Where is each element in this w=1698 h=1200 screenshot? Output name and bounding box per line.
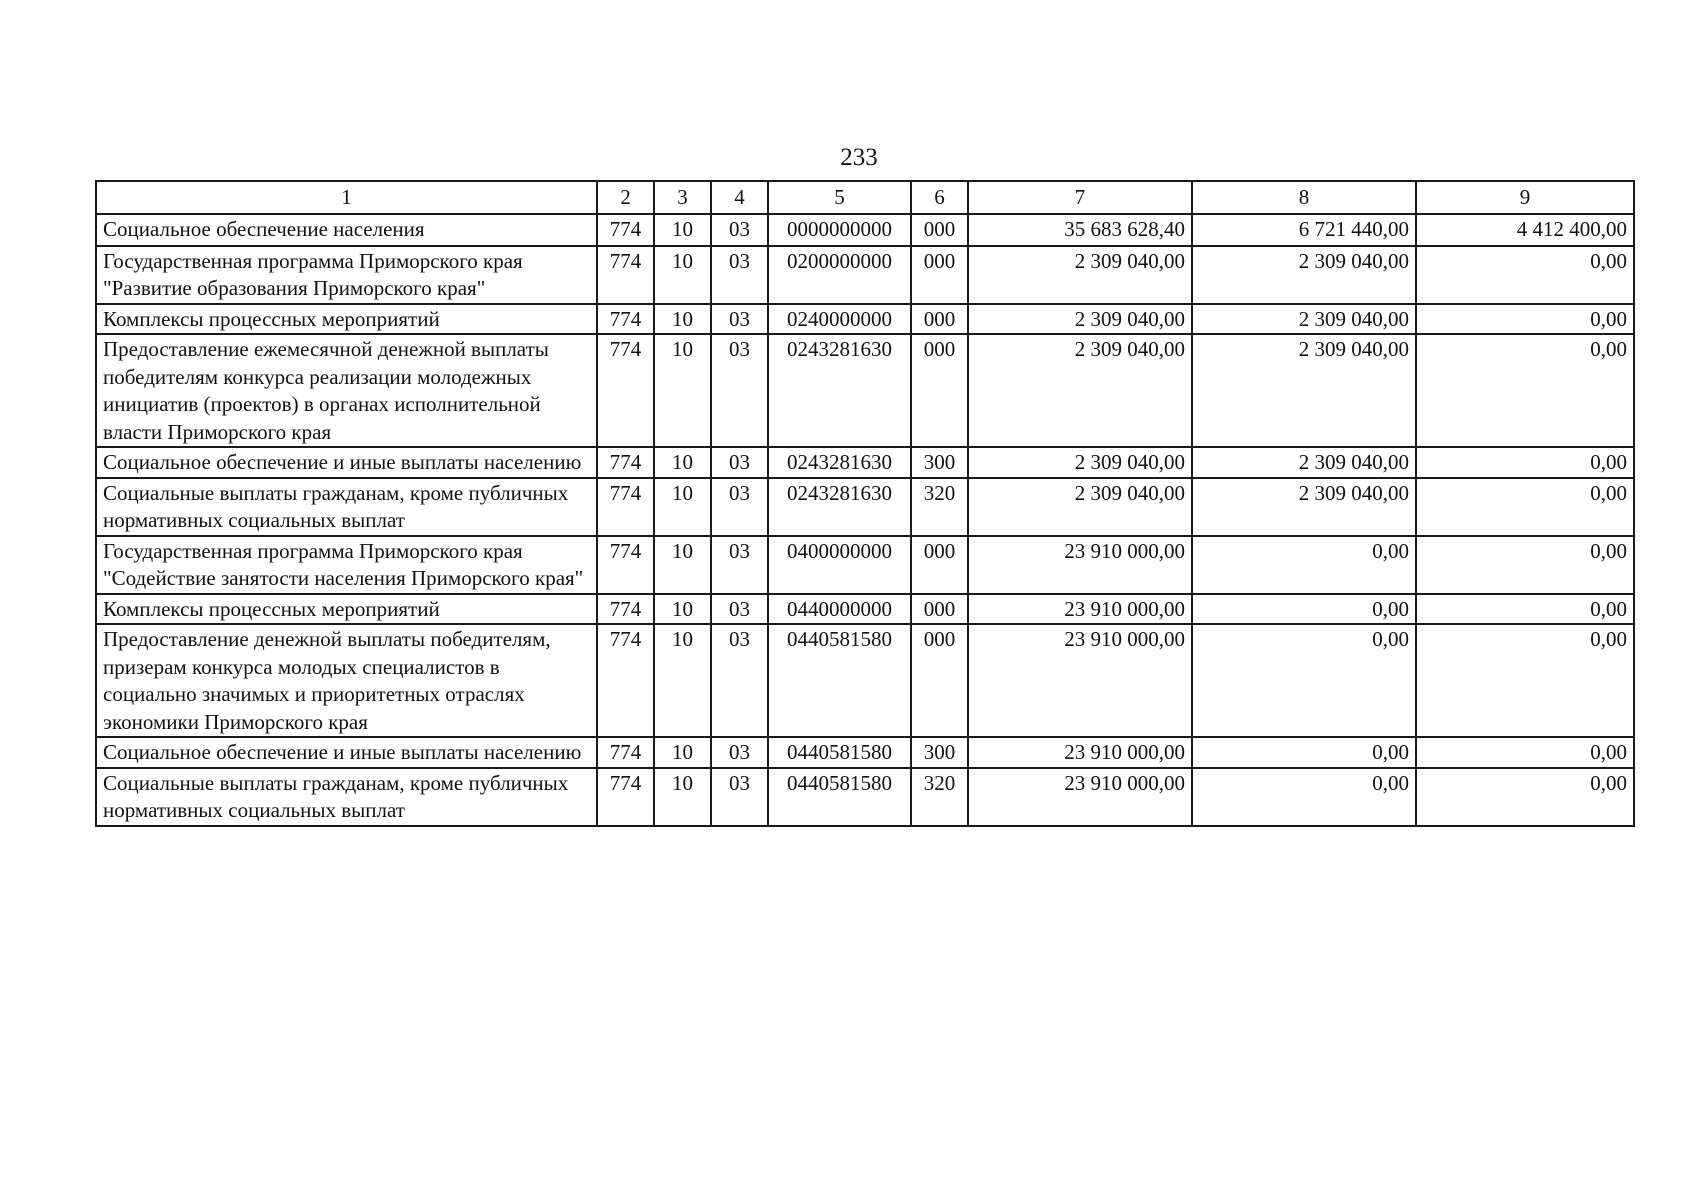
cell-col-5: 0440581580 — [768, 768, 911, 826]
cell-col-6: 000 — [911, 304, 968, 335]
amount-col-8: 0,00 — [1192, 737, 1416, 768]
cell-col-5: 0243281630 — [768, 447, 911, 478]
cell-col-5: 0440581580 — [768, 737, 911, 768]
table-row — [96, 737, 1634, 768]
amount-col-7: 2 309 040,00 — [968, 246, 1192, 304]
cell-col-2: 774 — [597, 737, 654, 768]
column-header: 8 — [1192, 181, 1416, 214]
cell-col-6: 000 — [911, 624, 968, 737]
row-name-cell: Социальное обеспечение и иные выплаты населению — [96, 447, 597, 478]
cell-col-4: 03 — [711, 334, 768, 447]
amount-col-7: 2 309 040,00 — [968, 447, 1192, 478]
column-header: 5 — [768, 181, 911, 214]
amount-col-9: 0,00 — [1416, 737, 1634, 768]
cell-col-3: 10 — [654, 334, 711, 447]
cell-col-2: 774 — [597, 447, 654, 478]
cell-col-6: 320 — [911, 768, 968, 826]
table-row — [96, 594, 1634, 625]
cell-col-2: 774 — [597, 304, 654, 335]
row-name-cell: Социальные выплаты гражданам, кроме публичных нормативных социальных выплат — [96, 768, 597, 826]
cell-col-2: 774 — [597, 624, 654, 737]
table-row — [96, 214, 1634, 246]
amount-col-7: 23 910 000,00 — [968, 624, 1192, 737]
cell-col-4: 03 — [711, 246, 768, 304]
amount-col-9: 0,00 — [1416, 304, 1634, 335]
amount-col-9: 0,00 — [1416, 768, 1634, 826]
table-body — [96, 214, 1634, 826]
budget-table — [95, 180, 1635, 827]
table-row — [96, 536, 1634, 594]
table-row — [96, 304, 1634, 335]
cell-col-3: 10 — [654, 624, 711, 737]
cell-col-2: 774 — [597, 536, 654, 594]
row-name-cell: Комплексы процессных мероприятий — [96, 304, 597, 335]
cell-col-3: 10 — [654, 447, 711, 478]
amount-col-9: 0,00 — [1416, 594, 1634, 625]
amount-col-7: 23 910 000,00 — [968, 768, 1192, 826]
amount-col-9: 0,00 — [1416, 624, 1634, 737]
cell-col-6: 320 — [911, 478, 968, 536]
amount-col-8: 0,00 — [1192, 768, 1416, 826]
cell-col-4: 03 — [711, 624, 768, 737]
row-name-cell: Государственная программа Приморского края "Развитие образования Приморского края" — [96, 246, 597, 304]
amount-col-9: 0,00 — [1416, 334, 1634, 447]
cell-col-4: 03 — [711, 447, 768, 478]
cell-col-2: 774 — [597, 246, 654, 304]
amount-col-7: 23 910 000,00 — [968, 737, 1192, 768]
row-name-cell: Предоставление денежной выплаты победителям, призерам конкурса молодых специалистов в социально значимых и приоритетных отраслях экономики Приморского края — [96, 624, 597, 737]
cell-col-5: 0243281630 — [768, 334, 911, 447]
amount-col-9: 0,00 — [1416, 536, 1634, 594]
cell-col-5: 0440581580 — [768, 624, 911, 737]
cell-col-3: 10 — [654, 214, 711, 246]
table-row — [96, 246, 1634, 304]
cell-col-3: 10 — [654, 536, 711, 594]
amount-col-7: 2 309 040,00 — [968, 304, 1192, 335]
cell-col-5: 0243281630 — [768, 478, 911, 536]
amount-col-8: 2 309 040,00 — [1192, 447, 1416, 478]
cell-col-6: 000 — [911, 594, 968, 625]
amount-col-7: 2 309 040,00 — [968, 478, 1192, 536]
row-name-cell: Предоставление ежемесячной денежной выплаты победителям конкурса реализации молодежных инициатив (проектов) в органах исполнительной власти Приморского края — [96, 334, 597, 447]
amount-col-8: 2 309 040,00 — [1192, 478, 1416, 536]
amount-col-8: 2 309 040,00 — [1192, 246, 1416, 304]
cell-col-3: 10 — [654, 246, 711, 304]
cell-col-6: 000 — [911, 214, 968, 246]
table-row — [96, 334, 1634, 447]
row-name-cell: Государственная программа Приморского края "Содействие занятости населения Приморского края" — [96, 536, 597, 594]
cell-col-3: 10 — [654, 594, 711, 625]
cell-col-5: 0000000000 — [768, 214, 911, 246]
column-header: 2 — [597, 181, 654, 214]
amount-col-7: 23 910 000,00 — [968, 536, 1192, 594]
column-header: 9 — [1416, 181, 1634, 214]
cell-col-2: 774 — [597, 334, 654, 447]
cell-col-3: 10 — [654, 768, 711, 826]
amount-col-8: 2 309 040,00 — [1192, 334, 1416, 447]
cell-col-5: 0240000000 — [768, 304, 911, 335]
cell-col-5: 0440000000 — [768, 594, 911, 625]
column-header: 7 — [968, 181, 1192, 214]
table-row — [96, 447, 1634, 478]
column-header: 4 — [711, 181, 768, 214]
column-header: 6 — [911, 181, 968, 214]
amount-col-9: 4 412 400,00 — [1416, 214, 1634, 246]
cell-col-2: 774 — [597, 214, 654, 246]
amount-col-7: 23 910 000,00 — [968, 594, 1192, 625]
page-number: 233 — [840, 144, 878, 171]
amount-col-9: 0,00 — [1416, 447, 1634, 478]
table-row — [96, 768, 1634, 826]
cell-col-3: 10 — [654, 304, 711, 335]
cell-col-4: 03 — [711, 304, 768, 335]
amount-col-8: 0,00 — [1192, 536, 1416, 594]
cell-col-4: 03 — [711, 478, 768, 536]
amount-col-7: 2 309 040,00 — [968, 334, 1192, 447]
cell-col-6: 000 — [911, 246, 968, 304]
cell-col-3: 10 — [654, 478, 711, 536]
table-row — [96, 478, 1634, 536]
amount-col-8: 2 309 040,00 — [1192, 304, 1416, 335]
cell-col-6: 000 — [911, 536, 968, 594]
cell-col-4: 03 — [711, 594, 768, 625]
cell-col-6: 300 — [911, 447, 968, 478]
cell-col-4: 03 — [711, 214, 768, 246]
row-name-cell: Комплексы процессных мероприятий — [96, 594, 597, 625]
row-name-cell: Социальное обеспечение населения — [96, 214, 597, 246]
amount-col-8: 0,00 — [1192, 624, 1416, 737]
cell-col-6: 000 — [911, 334, 968, 447]
table-row — [96, 624, 1634, 737]
amount-col-9: 0,00 — [1416, 246, 1634, 304]
cell-col-4: 03 — [711, 536, 768, 594]
cell-col-2: 774 — [597, 478, 654, 536]
cell-col-5: 0400000000 — [768, 536, 911, 594]
cell-col-4: 03 — [711, 737, 768, 768]
cell-col-2: 774 — [597, 594, 654, 625]
amount-col-9: 0,00 — [1416, 478, 1634, 536]
amount-col-8: 0,00 — [1192, 594, 1416, 625]
cell-col-2: 774 — [597, 768, 654, 826]
cell-col-6: 300 — [911, 737, 968, 768]
row-name-cell: Социальное обеспечение и иные выплаты населению — [96, 737, 597, 768]
row-name-cell: Социальные выплаты гражданам, кроме публичных нормативных социальных выплат — [96, 478, 597, 536]
column-header: 3 — [654, 181, 711, 214]
cell-col-4: 03 — [711, 768, 768, 826]
column-header: 1 — [96, 181, 597, 214]
amount-col-7: 35 683 628,40 — [968, 214, 1192, 246]
cell-col-5: 0200000000 — [768, 246, 911, 304]
table-header-row — [96, 181, 1634, 214]
cell-col-3: 10 — [654, 737, 711, 768]
amount-col-8: 6 721 440,00 — [1192, 214, 1416, 246]
